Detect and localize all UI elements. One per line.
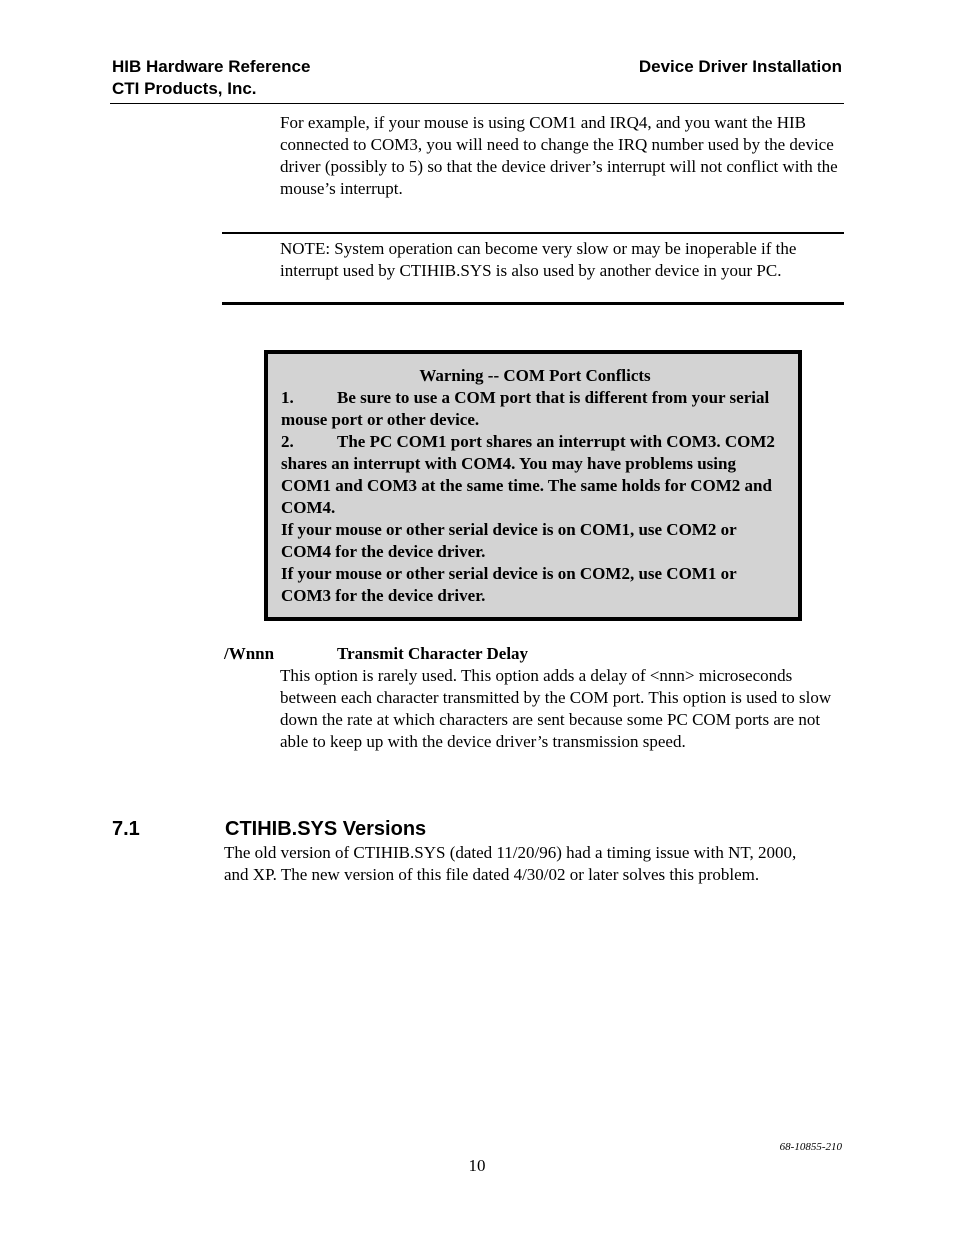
section-heading [112,817,426,841]
warning-item-2-number: 2. [281,432,294,451]
page-number: 10 [468,1156,486,1175]
warning-line-com2: If your mouse or other serial device is on COM2, use COM1 or COM3 for the device driver. [281,564,737,605]
section-title: CTIHIB.SYS Versions [225,818,427,840]
warning-item-1-number: 1. [281,388,294,407]
option-description: This option is rarely used. This option adds a delay of <nnn> microseconds between each character transmitted by the COM port. This option is used to slow down the rate at which characters are sent because some PC COM ports are not able to keep up with the device driver’s transmission speed. [280,666,832,751]
document-number: 68-10855-210 [779,1141,842,1153]
warning-item-2-text: The PC COM1 port shares an interrupt with COM3. COM2 shares an interrupt with COM4. You may have problems using COM1 and COM3 at the same time. The same holds for COM2 and COM4. [281,432,775,517]
warning-item-2 [281,431,789,519]
warning-line-com1: If your mouse or other serial device is on COM1, use COM2 or COM4 for the device driver. [281,520,737,561]
warning-box [264,350,802,621]
option-heading [224,643,528,665]
note-text: NOTE: System operation can become very slow or may be inoperable if the interrupt used by CTIHIB.SYS is also used by another device in your PC. [280,239,797,280]
warning-item-1-text: Be sure to use a COM port that is different from your serial mouse port or other device. [281,388,770,429]
chapter-title: Device Driver Installation [638,57,842,76]
header-divider [110,103,844,104]
warning-content [281,365,789,607]
warning-item-1 [281,387,789,431]
header-left [112,56,310,100]
option-title: Transmit Character Delay [337,644,529,663]
section-number: 7.1 [112,818,140,840]
doc-title: HIB Hardware Reference [112,57,311,76]
example-paragraph: For example, if your mouse is using COM1 and IRQ4, and you want the HIB connected to COM3, you will need to change the IRQ number used by the device driver (possibly to 5) so that the device driver’s interrupt will not conflict with the mouse’s interrupt. [280,113,838,198]
company-name: CTI Products, Inc. [112,79,257,98]
option-code: /Wnnn [224,644,275,663]
note-box [222,232,844,305]
section-paragraph: The old version of CTIHIB.SYS (dated 11/20/96) had a timing issue with NT, 2000, and XP. The new version of this file dated 4/30/02 or later solves this problem. [224,843,797,884]
warning-title: Warning -- COM Port Conflicts [419,366,651,385]
